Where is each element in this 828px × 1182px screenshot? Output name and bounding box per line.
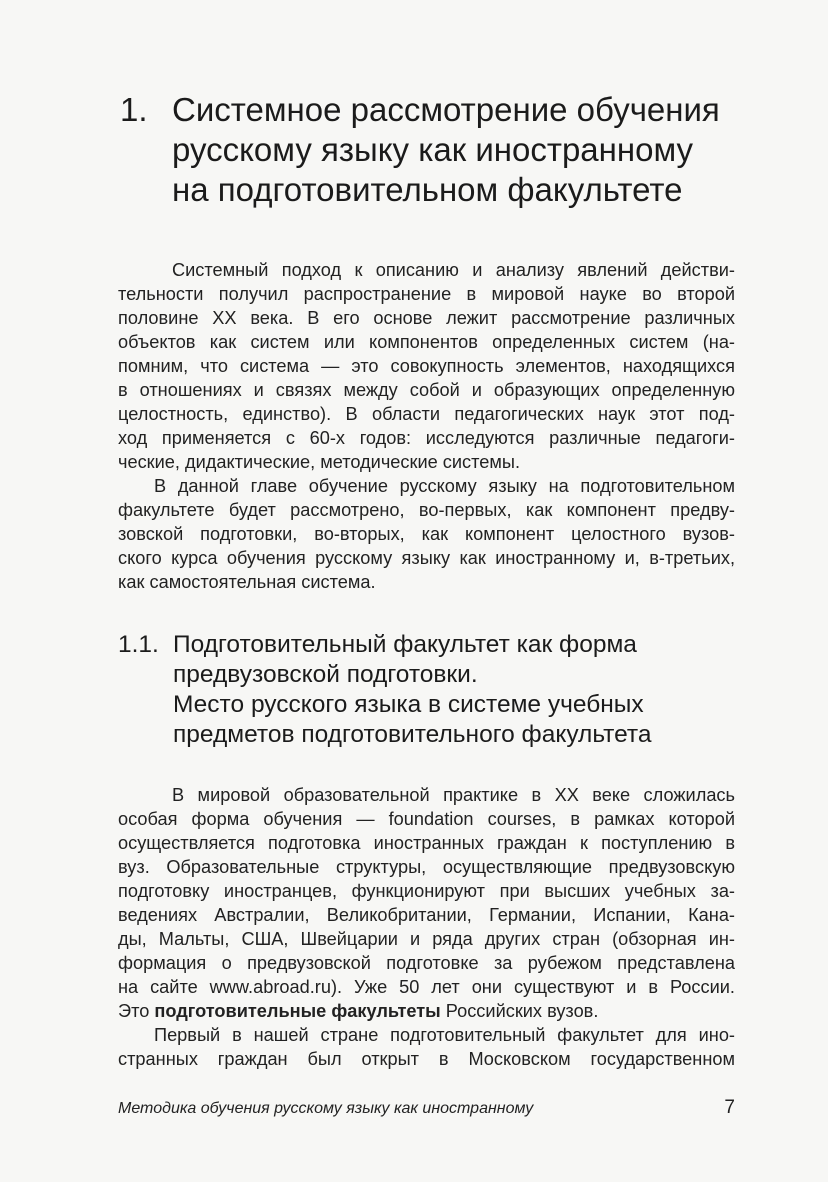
section-title-line: предметов подготовительного факультета	[173, 721, 652, 748]
text-line: целостность, единство). В области педагогических наук этот под-	[118, 404, 735, 424]
text-line: половине XX века. В его основе лежит рассмотрение различных	[118, 308, 735, 328]
section-title-line: Подготовительный факультет как форма	[173, 631, 637, 658]
text-line: факультете будет рассмотрено, во-первых, как компонент предву-	[118, 500, 735, 520]
chapter-title-line: русскому языку как иностранному	[172, 131, 694, 168]
text-line: в отношениях и связях между собой и образующих определенную	[118, 380, 735, 400]
chapter-heading	[120, 90, 760, 210]
chapter-title	[172, 90, 760, 210]
chapter-number: 1.	[120, 91, 148, 128]
chapter-title-line: на подготовительном факультете	[172, 171, 683, 208]
text-line: ведениях Австралии, Великобритании, Германии, Испании, Кана-	[118, 905, 735, 925]
text-line: тельности получил распространение в мировой науке во второй	[118, 284, 735, 304]
text-line	[118, 999, 735, 1023]
text-line: формация о предвузовской подготовке за рубежом представлена	[118, 953, 735, 973]
text-fragment: Это	[118, 1001, 155, 1021]
bold-term: подготовительные факультеты	[154, 1001, 441, 1021]
text-line: Системный подход к описанию и анализу явлений действи-	[172, 260, 735, 280]
chapter-title-line: Системное рассмотрение обучения	[172, 91, 720, 128]
text-line: зовской подготовки, во-вторых, как компонент целостного вузов-	[118, 524, 735, 544]
page-footer	[118, 1097, 735, 1119]
running-title: Методика обучения русскому языку как иностранному	[118, 1100, 534, 1117]
text-line: помним, что система — это совокупность элементов, находящихся	[118, 356, 735, 376]
text-line: ческие, дидактические, методические системы.	[118, 452, 521, 472]
paragraph	[118, 1023, 735, 1071]
paragraph	[118, 783, 735, 1023]
text-line: В мировой образовательной практике в XX веке сложилась	[172, 785, 735, 805]
paragraph	[118, 258, 735, 474]
text-line: В данной главе обучение русскому языку на подготовительном	[154, 476, 735, 496]
text-line: ды, Мальты, США, Швейцарии и ряда других стран (обзорная ин-	[118, 929, 735, 949]
text-line: Первый в нашей стране подготовительный факультет для ино-	[154, 1025, 735, 1045]
paragraph	[118, 474, 735, 594]
section1-text	[118, 258, 735, 594]
section2-text	[118, 783, 735, 1071]
text-line: объектов как систем или компонентов определенных систем (на-	[118, 332, 735, 352]
text-line: особая форма обучения — foundation courses, в рамках которой	[118, 809, 735, 829]
section-heading	[118, 630, 758, 750]
text-line: на сайте www.abroad.ru). Уже 50 лет они существуют и в России.	[118, 977, 735, 997]
section-title-line: предвузовской подготовки.	[173, 661, 478, 688]
text-fragment: Российских вузов.	[440, 1001, 599, 1021]
text-line: ского курса обучения русскому языку как иностранному и, в-третьих,	[118, 548, 735, 568]
text-line: как самостоятельная система.	[118, 572, 376, 592]
section-title-line: Место русского языка в системе учебных	[173, 691, 644, 718]
page-number: 7	[724, 1097, 735, 1118]
section-title	[173, 630, 758, 750]
text-line: осуществляется подготовка иностранных граждан к поступлению в	[118, 833, 735, 853]
text-line: вуз. Образовательные структуры, осуществляющие предвузовскую	[118, 857, 735, 877]
text-line: странных граждан был открыт в Московском государственном	[118, 1049, 735, 1069]
text-line: ход применяется с 60-х годов: исследуются различные педагоги-	[118, 428, 735, 448]
section-number: 1.1.	[118, 631, 159, 658]
text-line: подготовку иностранцев, функционируют при высших учебных за-	[118, 881, 735, 901]
